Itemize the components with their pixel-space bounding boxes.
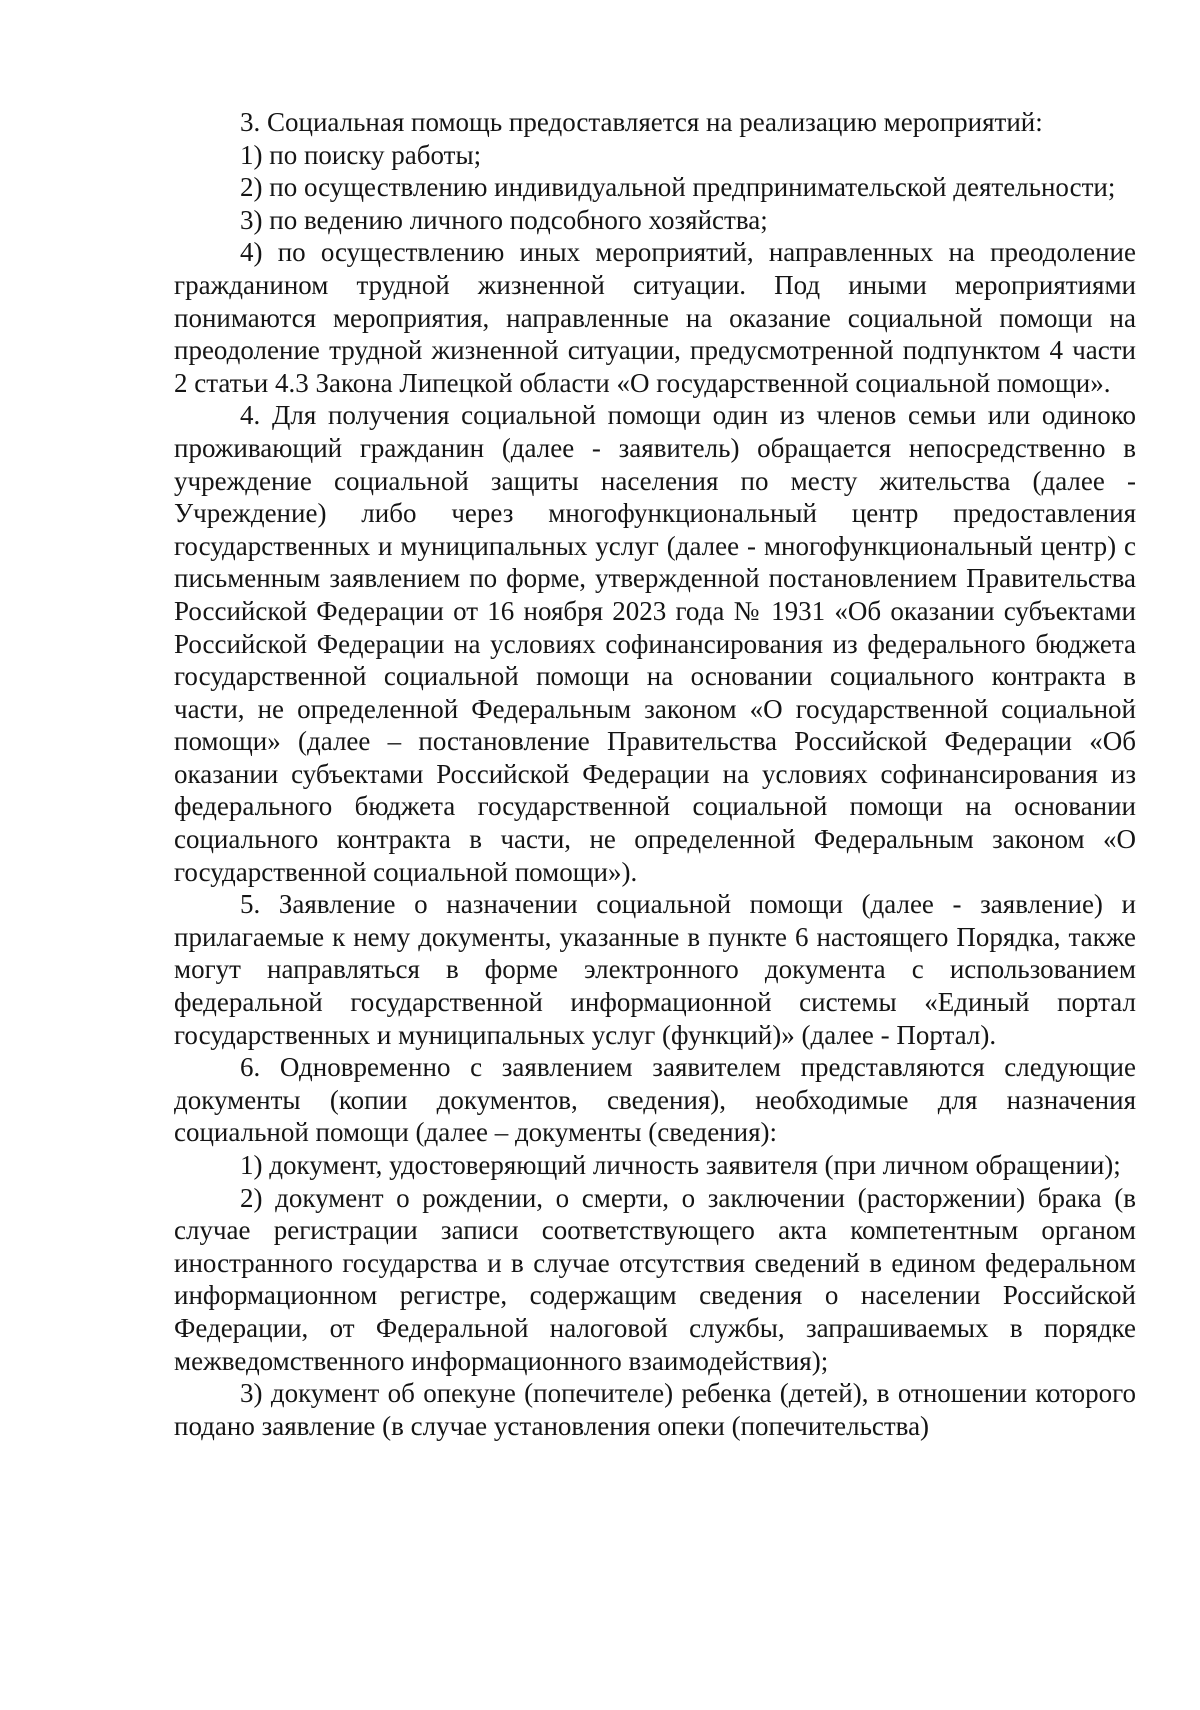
paragraph-doc-item-2: 2) документ о рождении, о смерти, о заключении (расторжении) брака (в случае регистрации записи соответствующего акта компетентным органом иностранного государства и в случае отсутствия сведений в едином федеральном информационном регистре, содержащим сведения о населении Российской Федерации, от Федеральной налоговой службы, запрашиваемых в порядке межведомственного информационного взаимодействия); — [174, 1182, 1136, 1376]
paragraph-item-4-other-measures: 4) по осуществлению иных мероприятий, направленных на преодоление гражданином трудной жизненной ситуации. Под иными мероприятиями понимаются мероприятия, направленные на оказание социальной помощи на преодоление трудной жизненной ситуации, предусмотренной подпунктом 4 части 2 статьи 4.3 Закона Липецкой области «О государственной социальной помощи». — [174, 237, 1136, 398]
paragraph-item-3-household: 3) по ведению личного подсобного хозяйства; — [240, 204, 768, 235]
paragraph-item-2-entrepreneurship: 2) по осуществлению индивидуальной предпринимательской деятельности; — [240, 172, 1116, 203]
paragraph-clause-3: 3. Социальная помощь предоставляется на реализацию мероприятий: — [240, 107, 1043, 137]
paragraph-doc-item-3: 3) документ об опекуне (попечителе) ребенка (детей), в отношении которого подано заявление (в случае установления опеки (попечительства) — [174, 1378, 1136, 1441]
paragraph-clause-6: 6. Одновременно с заявлением заявителем представляются следующие документы (копии документов, сведения), необходимые для назначения социальной помощи (далее – документы (сведения): — [174, 1052, 1136, 1148]
paragraph-doc-item-1: 1) документ, удостоверяющий личность заявителя (при личном обращении); — [240, 1150, 1121, 1180]
paragraph-clause-5: 5. Заявление о назначении социальной помощи (далее - заявление) и прилагаемые к нему документы, указанные в пункте 6 настоящего Порядка, также могут направляться в форме электронного документа с использованием федеральной государственной информационной системы «Единый портал государственных и муниципальных услуг (функций)» (далее - Портал). — [174, 889, 1136, 1050]
paragraph-item-1-job-search: 1) по поиску работы; — [240, 139, 482, 170]
document-body — [174, 106, 1136, 1442]
paragraph-clause-4: 4. Для получения социальной помощи один из членов семьи или одиноко проживающий гражданин (далее - заявитель) обращается непосредственно в учреждение социальной защиты населения по месту жительства (далее - Учреждение) либо через многофункциональный центр предоставления государственных и муниципальных услуг (далее - многофункциональный центр) с письменным заявлением по форме, утвержденной постановлением Правительства Российской Федерации от 16 ноября 2023 года № 1931 «Об оказании субъектами Российской Федерации на условиях софинансирования из федерального бюджета государственной социальной помощи на основании социального контракта в части, не определенной Федеральным законом «О государственной социальной помощи» (далее – постановление Правительства Российской Федерации «Об оказании субъектами Российской Федерации на условиях софинансирования из федерального бюджета государственной социальной помощи на основании социального контракта в части, не определенной Федеральным законом «О государственной социальной помощи»). — [174, 400, 1136, 887]
